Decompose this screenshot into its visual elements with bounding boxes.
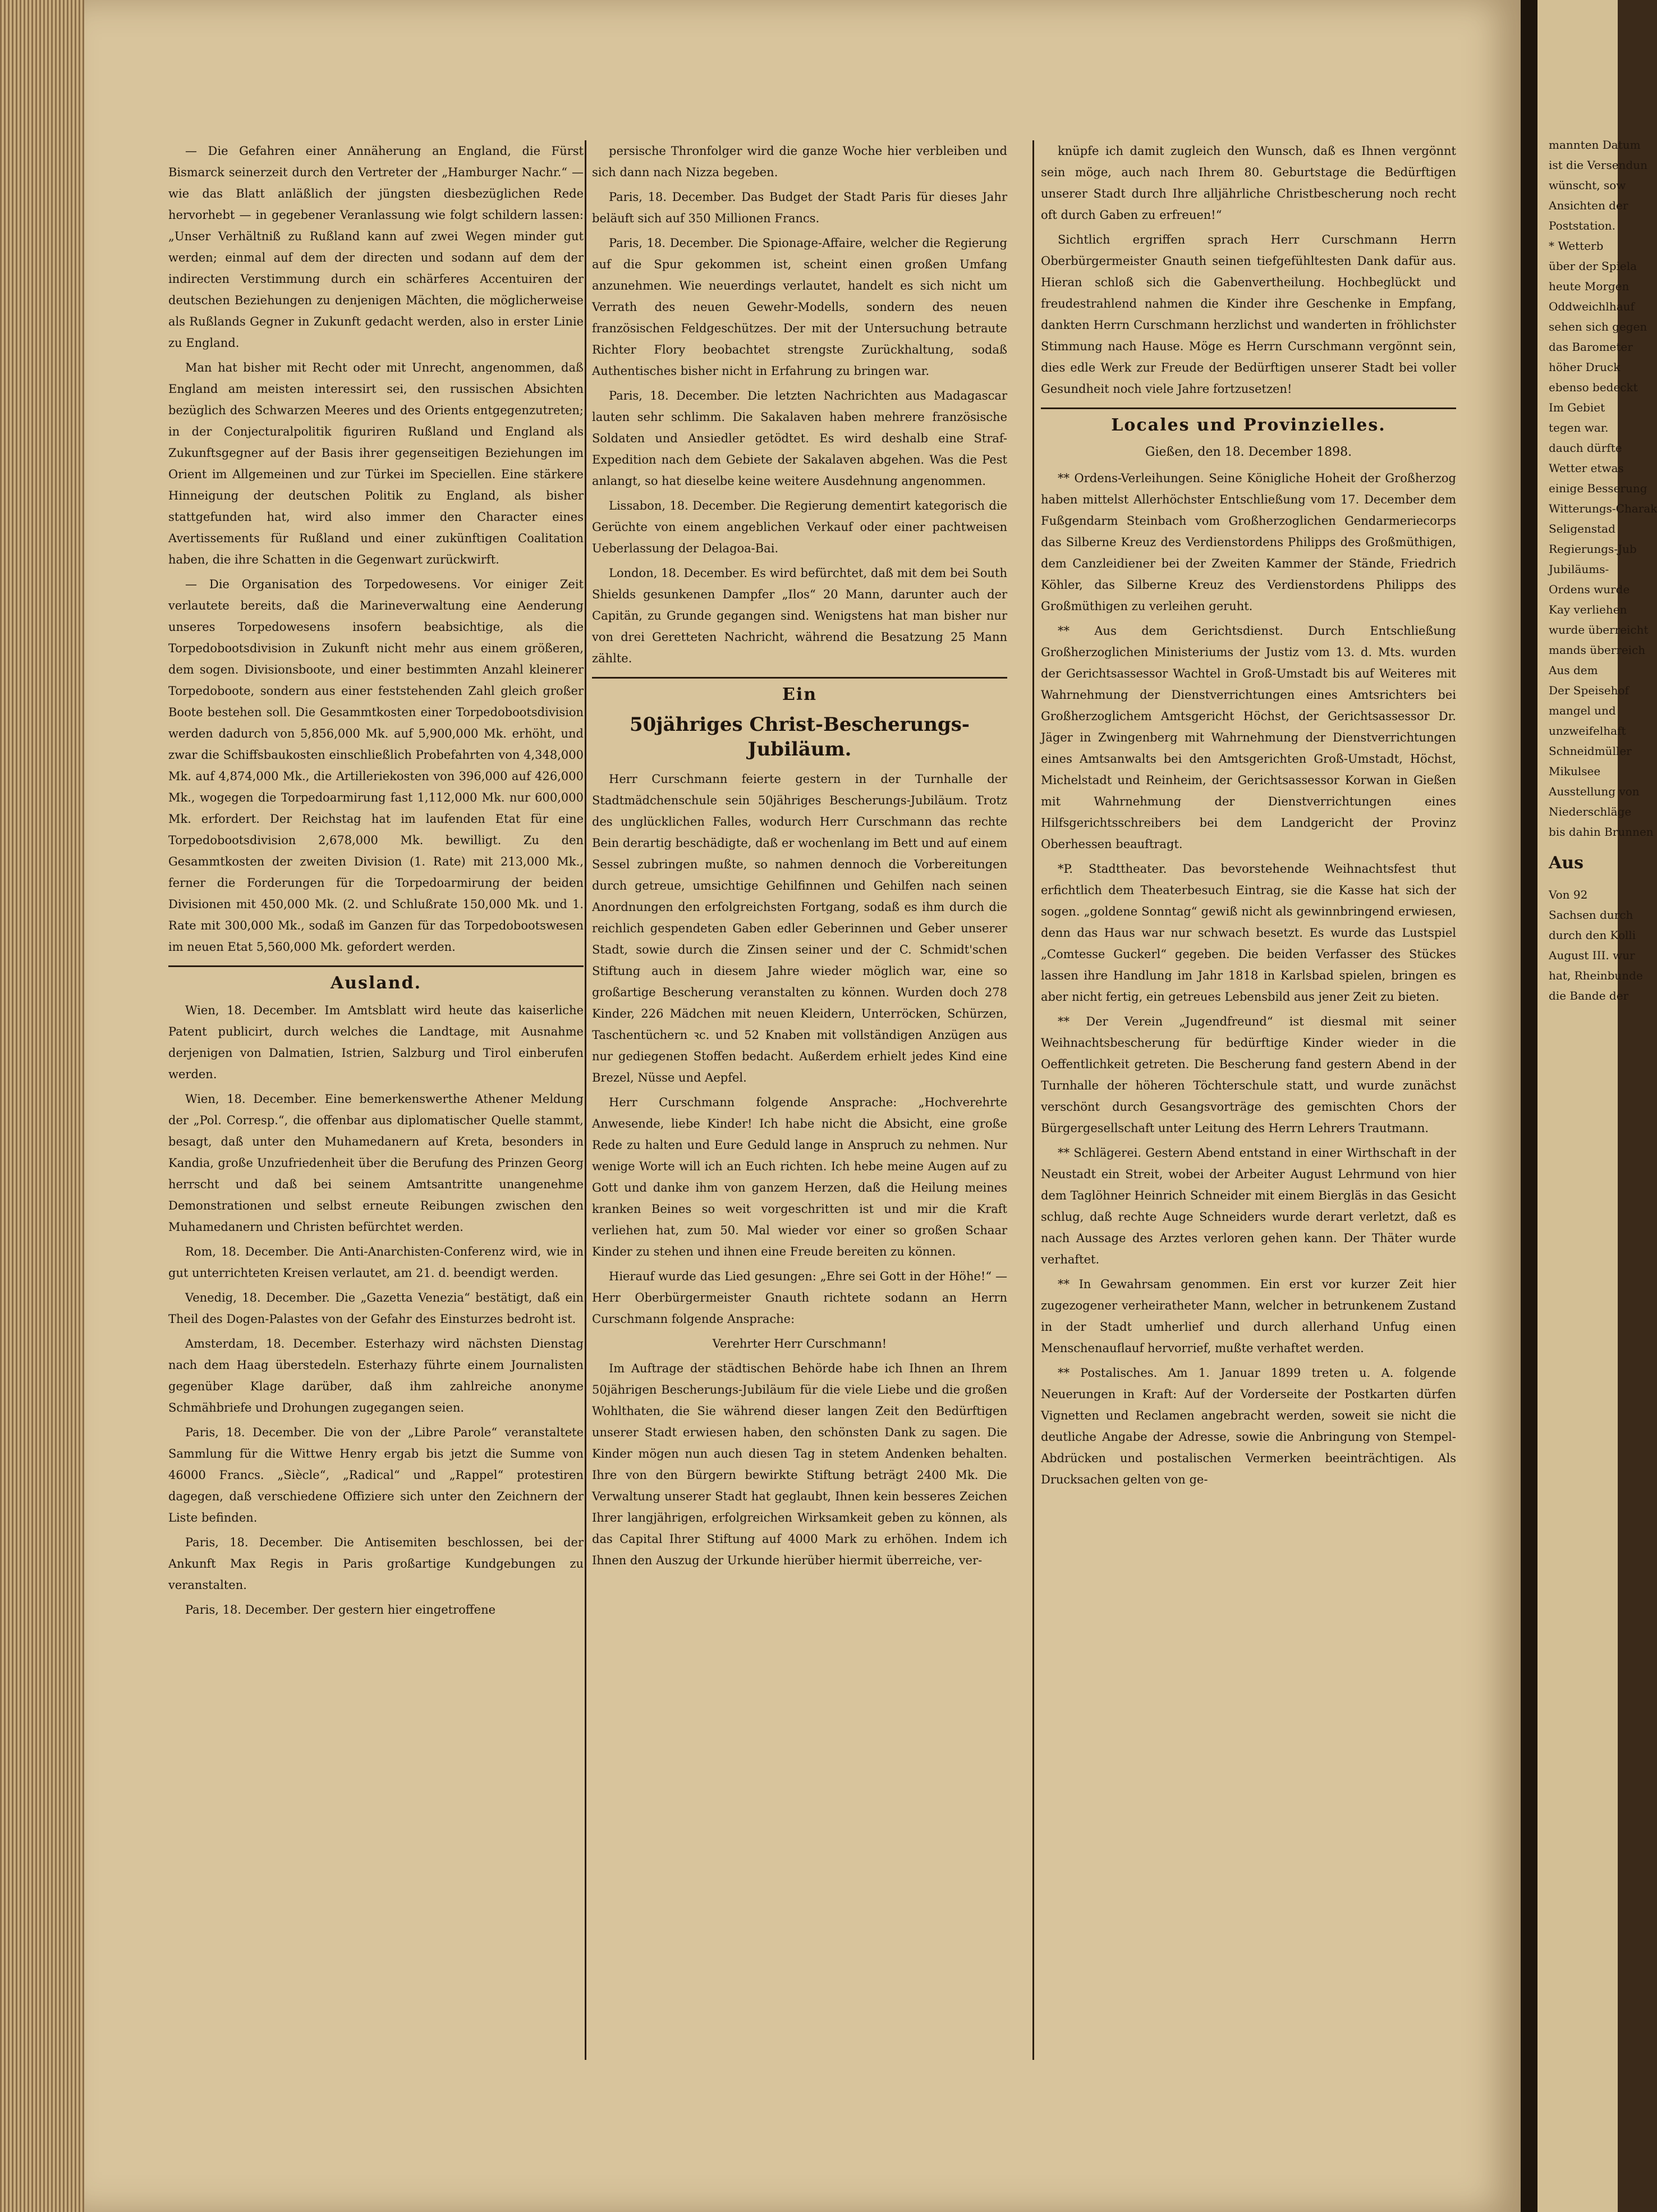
next-page-line: August III. wur	[1549, 949, 1635, 962]
next-page-text	[1537, 0, 1657, 1006]
next-page-line: Niederschläge	[1549, 805, 1632, 818]
news-item: Paris, 18. December. Die Spionage-Affaire, welcher die Regierung auf die Spur gekommen ist, scheint einen großen Umfang anzunehmen. Wie neuerdings verlautet, handelt es sich nicht um Verrath des neuen Gewehr-Modells, sondern des neuen französischen Feldgeschützes. Der mit der Untersuchung betraute Richter Flory beobachtet strengste Zurückhaltung, sodaß Authentisches bisher nicht in Erfahrung zu bringen war.	[592, 236, 1007, 378]
next-page-line: das Barometer	[1549, 340, 1633, 354]
next-page-line: ebenso bedeckt	[1549, 381, 1638, 394]
next-page-line: einige Besserung	[1549, 482, 1647, 495]
next-page-line: Regierungs-Jub	[1549, 542, 1637, 556]
news-item: ** In Gewahrsam genommen. Ein erst vor kurzer Zeit hier zugezogener verheiratheter Mann, welcher in betrunkenem Zustand in der Stadt umherlief und durch allerhand Unfug einen Menschenauflauf hervorrief, mußte verhaftet werden.	[1041, 1277, 1456, 1355]
news-item: ** Ordens-Verleihungen. Seine Königliche Hoheit der Großherzog haben mittelst Allerhöchster Entschließung vom 17. December dem Fußgendarm Steinbach vom Großherzoglichen Gendarmeriecorps das Silberne Kreuz des Verdienstordens Philipps des Großmüthigen, dem Canzleidiener bei der Zweiten Kammer der Stände, Friedrich Köhler, das Silberne Kreuz des Verdienstordens Philipps des Großmüthigen zu verleihen geruht.	[1041, 471, 1456, 613]
next-page-fragment	[1537, 0, 1657, 2212]
next-page-line: Mikulsee	[1549, 764, 1601, 778]
news-item: Lissabon, 18. December. Die Regierung dementirt kategorisch die Gerüchte von einem angeblichen Verkauf oder einer pachtweisen Ueberlassung der Delagoa-Bai.	[592, 499, 1007, 555]
section-head-locales: Locales und Provinzielles.	[1041, 407, 1456, 436]
article-paragraph: — Die Organisation des Torpedowesens. Vor einiger Zeit verlautete bereits, daß die Marineverwaltung eine Aenderung unseres Torpedowesens insofern beabsichtige, als die Torpedobootsdivision in Zukunft nicht mehr aus einem größeren, dem sogen. Divisionsboote, und einer bestimmten Anzahl kleinerer Torpedoboote, sondern aus einer feststehenden Zahl gleich großer Boote bestehen soll. Die Gesammtkosten einer Torpedobootsdivision werden dadurch von 5,856,000 Mk. auf 5,900,000 Mk. erhöht, und zwar die Schiffsbaukosten einschließlich Probefahrten von 4,348,000 Mk. auf 4,874,000 Mk., die Artilleriekosten von 396,000 auf 426,000 Mk., wogegen die Torpedoarmirung fast 1,112,000 Mk. nur 600,000 Mk. erfordert. Der Reichstag hat im laufenden Etat für eine Torpedobootsdivision 2,678,000 Mk. bewilligt. Zu den Gesammtkosten der zweiten Division (1. Rate) mit 213,000 Mk., ferner die Forderungen für die Torpedoarmirung der beiden Divisionen mit 450,000 Mk. (2. und Schlußrate 150,000 Mk. und 1. Rate mit 300,000 Mk., sodaß im Ganzen für das Torpedobootswesen im neuen Etat 5,560,000 Mk. gefordert werden.	[168, 578, 584, 954]
section-head-ausland: Ausland.	[168, 965, 584, 994]
next-page-line: Ansichten der	[1549, 199, 1628, 212]
next-page-line: bis dahin Brunnen	[1549, 825, 1654, 839]
next-page-line: Aus dem	[1549, 663, 1598, 677]
next-page-line: heute Morgen	[1549, 280, 1630, 293]
headline-ein: Ein	[592, 677, 1007, 706]
article-paragraph: Herr Curschmann folgende Ansprache: „Hochverehrte Anwesende, liebe Kinder! Ich habe nicht die Absicht, eine große Rede zu halten und Eure Geduld lange in Anspruch zu nehmen. Nur wenige Worte will ich an Euch richten. Ich hebe meine Augen auf zu Gott und danke ihm von ganzem Herzen, daß die Heilung meines kranken Beines so weit vorgeschritten ist und mir die Kraft verliehen hat, zum 50. Mal wieder vor einer so großen Schaar Kinder zu stehen und ihnen eine Freude bereiten zu können.	[592, 1096, 1007, 1258]
column-rule	[585, 140, 586, 2060]
next-page-line: Ausstellung von	[1549, 785, 1640, 798]
article-paragraph: Man hat bisher mit Recht oder mit Unrecht, angenommen, daß England am meisten interessirt sei, den russischen Absichten bezüglich des Schwarzen Meeres und des Orients entgegenzutreten; in der Conjecturalpolitik figuriren Rußland und England als Zukunftsgegner auf der Basis ihrer gegenseitigen Beziehungen im Orient im Allgemeinen und zur Türkei im Speciellen. Eine stärkere Hinneigung der deutschen Politik zu England, als bisher stattgefunden hat, wird also immer den Character eines Avertissements für Rußland und einer zukünftigen Coalitation haben, die ihre Schatten in die Gegenwart zurückwirft.	[168, 361, 584, 566]
column-1	[168, 140, 584, 2060]
next-page-line: Seligenstad	[1549, 522, 1615, 535]
next-page-line: höher Druck	[1549, 360, 1621, 374]
next-page-line: hat, Rheinbunde	[1549, 969, 1643, 982]
dateline: Gießen, den 18. December 1898.	[1145, 445, 1352, 459]
next-page-line: Von 92	[1549, 888, 1588, 901]
next-page-line: * Wetterb	[1549, 239, 1604, 253]
next-page-line: unzweifelhaft	[1549, 724, 1626, 738]
news-item: *P. Stadttheater. Das bevorstehende Weihnachtsfest thut erfichtlich dem Theaterbesuch Eintrag, sie die Kasse hat sich der sogen. „goldene Sonntag“ gewiß nicht als gewinnbringend erwiesen, denn das Haus war nur schwach besetzt. Es wurde das Lustspiel „Comtesse Guckerl“ gegeben. Die beiden Verfasser des Stückes lassen ihre Handlung im Jahr 1818 in Karlsbad spielen, bringen es aber nicht fertig, ein getreues Lebensbild aus jener Zeit zu bieten.	[1041, 862, 1456, 1004]
next-page-line: wurde überreicht	[1549, 623, 1649, 636]
next-page-line: tegen war.	[1549, 421, 1609, 434]
next-page-line: Sachsen durch	[1549, 908, 1633, 922]
news-item: Rom, 18. December. Die Anti-Anarchisten-Conferenz wird, wie in gut unterrichteten Kreisen verlautet, am 21. d. beendigt werden.	[168, 1245, 584, 1280]
next-page-lines-2	[1549, 885, 1643, 1006]
next-page-line: sehen sich gegen	[1549, 320, 1647, 333]
article-paragraph: knüpfe ich damit zugleich den Wunsch, daß es Ihnen vergönnt sein möge, auch nach Ihrem 80. Geburtstage die Bedürftigen unserer Stadt durch Ihre alljährliche Christbescherung noch recht oft durch Gaben zu erfreuen!“	[1041, 144, 1456, 222]
next-page-line: dauch dürfte	[1549, 441, 1622, 455]
news-item: Venedig, 18. December. Die „Gazetta Venezia“ bestätigt, daß ein Theil des Dogen-Palastes von der Gefahr des Einsturzes bedroht ist.	[168, 1291, 584, 1326]
salutation: Verehrter Herr Curschmann!	[712, 1337, 887, 1350]
news-item: Amsterdam, 18. December. Esterhazy wird nächsten Dienstag nach dem Haag überstedeln. Esterhazy führte einem Journalisten gegenüber Klage darüber, daß ihm zahlreiche anonyme Schmähbriefe und Drohungen zugegangen seien.	[168, 1337, 584, 1414]
news-item: Paris, 18. December. Der gestern hier eingetroffene	[185, 1603, 496, 1616]
news-item: Paris, 18. December. Die letzten Nachrichten aus Madagascar lauten sehr schlimm. Die Sakalaven haben mehrere französische Soldaten und Ansiedler getödtet. Es wird deshalb eine Straf-Expedition nach dem Gebiete der Sakalaven abgehen. Was die Pest anlangt, so hat dieselbe keine weitere Ausdehnung angenommen.	[592, 389, 1007, 488]
next-page-line: über der Spiela	[1549, 259, 1637, 273]
ausland-articles	[168, 1000, 584, 1620]
news-item: persische Thronfolger wird die ganze Woche hier verbleiben und sich dann nach Nizza begeben.	[592, 144, 1007, 179]
next-page-line: ist die Versendun	[1549, 158, 1647, 172]
next-page-line: Poststation.	[1549, 219, 1615, 232]
column-2	[592, 140, 1007, 2060]
next-page-line: Der Speisehof	[1549, 684, 1629, 697]
article-paragraph: Hierauf wurde das Lied gesungen: „Ehre sei Gott in der Höhe!“ — Herr Oberbürgermeister Gnauth richtete sodann an Herrn Curschmann folgende Ansprache:	[592, 1270, 1007, 1326]
next-page-line: Im Gebiet	[1549, 401, 1605, 414]
next-page-line: Jubiläums-	[1549, 562, 1609, 576]
headline-jubilaeum: 50jähriges Christ-Bescherungs-Jubiläum.	[629, 713, 970, 761]
next-page-line: durch den Kolli	[1549, 928, 1636, 942]
next-page-line: mangel und	[1549, 704, 1616, 717]
news-item: ** Schlägerei. Gestern Abend entstand in einer Wirthschaft in der Neustadt ein Streit, wobei der Arbeiter August Lehrmund von hier dem Taglöhner Heinrich Schneider mit einem Biergläs in das Gesicht schlug, daß rechte Auge Schneiders wurde derart verletzt, daß es nach Aussage des Arztes verloren gehen kann. Der Thäter wurde verhaftet.	[1041, 1146, 1456, 1266]
news-item: Wien, 18. December. Eine bemerkenswerthe Athener Meldung der „Pol. Corresp.“, die offenbar aus diplomatischer Quelle stammt, besagt, daß unter den Muhamedanern auf Kreta, besonders in Kandia, große Unzufriedenheit über die Berufung des Prinzen Georg herrscht und daß bei seinem Amtsantritte unangenehme Demonstrationen und selbst erneute Reibungen zwischen den Muhamedanern und Christen befürchtet werden.	[168, 1092, 584, 1234]
news-item: London, 18. December. Es wird befürchtet, daß mit dem bei South Shields gesunkenen Dampfer „Ilos“ 20 Mann, darunter auch der Capitän, zu Grunde gegangen sind. Wenigstens hat man bisher nur von drei Geretteten Nachricht, während die Besatzung 25 Mann zählte.	[592, 566, 1007, 665]
next-page-lines	[1549, 135, 1657, 842]
next-page-line: mands überreich	[1549, 643, 1646, 657]
news-item: ** Postalisches. Am 1. Januar 1899 treten u. A. folgende Neuerungen in Kraft: Auf der Vorderseite der Postkarten dürfen Vignetten und Reclamen angebracht werden, soweit sie nicht die deutliche Angabe der Adresse, sowie die Anbringung von Stempel-Abdrücken und postalischen Vermerken beeinträchtigen. Als Drucksachen gelten von ge-	[1041, 1366, 1456, 1486]
news-item: Paris, 18. December. Das Budget der Stadt Paris für dieses Jahr beläuft sich auf 350 Millionen Francs.	[592, 190, 1007, 225]
politics-articles	[168, 140, 584, 958]
next-page-line: die Bande der	[1549, 989, 1629, 1002]
next-page-line: Oddweichlhauf	[1549, 300, 1635, 313]
news-item: Paris, 18. December. Die Antisemiten beschlossen, bei der Ankunft Max Regis in Paris großartige Kundgebungen zu veranstalten.	[168, 1536, 584, 1592]
column-rule	[1032, 140, 1034, 2060]
article-paragraph: Herr Curschmann feierte gestern in der Turnhalle der Stadtmädchenschule sein 50jähriges Bescherungs-Jubiläum. Trotz des unglücklichen Falles, wodurch Herr Curschmann das rechte Bein derartig beschädigte, daß er wochenlang im Bett und auf einem Sessel zubringen mußte, so nahmen dennoch die Vorbereitungen durch getreue, umsichtige Gehilfinnen und Gehilfen nach seinen Anordnungen den erfolgreichsten Fortgang, sodaß es ihm durch die reichlich gespendeten Gaben edler Geberinnen und Geber unserer Stadt, sowie durch die Zinsen seiner und der C. Schmidt'schen Stiftung auch in diesem Jahre wieder möglich war, eine so großartige Bescherung veranstalten zu können. Wurden doch 278 Kinder, 226 Mädchen mit neuen Kleidern, Unterröcken, Schürzen, Taschentüchern ꝛc. und 52 Knaben mit vollständigen Anzügen aus nur gediegenen Stoffen bedacht. Außerdem erhielt jedes Kind eine Brezel, Nüsse und Aepfel.	[592, 772, 1007, 1084]
book-spine	[1521, 0, 1537, 2212]
column-3	[1041, 140, 1456, 2060]
news-item: Wien, 18. December. Im Amtsblatt wird heute das kaiserliche Patent publicirt, durch welches die Landtage, mit Ausnahme derjenigen von Dalmatien, Istrien, Salzburg und Tirol einberufen werden.	[168, 1004, 584, 1081]
article-paragraph: Sichtlich ergriffen sprach Herr Curschmann Herrn Oberbürgermeister Gnauth seinen tiefgefühltesten Dank dafür aus. Hieran schloß sich die Gabenvertheilung. Hochbeglückt und freudestrahlend nahmen die Kinder ihre Geschenke in Empfang, dankten Herrn Curschmann herzlichst und wanderten in fröhlichster Stimmung nach Hause. Möge es Herrn Curschmann vergönnt sein, dies edle Werk zur Freude der Bedürftigen unserer Stadt bei voller Gesundheit noch viele Jahre fortzusetzen!	[1041, 233, 1456, 396]
next-page-line: wünscht, sow	[1549, 178, 1626, 192]
next-page-head: Aus	[1549, 853, 1583, 873]
article-paragraph: — Die Gefahren einer Annäherung an England, die Fürst Bismarck seinerzeit durch den Vertreter der „Hamburger Nachr.“ — wie das Blatt anläßlich der jüngsten diesbezüglichen Rede hervorhebt — in gegebener Veranlassung wie folgt schildern lassen: „Unser Verhältniß zu Rußland kann auf zwei Wegen minder gut werden; einmal auf dem der directen und sodann auf dem der indirecten Verstimmung durch ein schärferes Accentuiren der deutschen Beziehungen zu denjenigen Mächten, die möglicherweise als Rußlands Gegner in Zukunft gedacht werden, also in erster Linie zu England.	[168, 144, 584, 350]
news-item: Paris, 18. December. Die von der „Libre Parole“ veranstaltete Sammlung für die Wittwe Henry ergab bis jetzt die Summe von 46000 Francs. „Siècle“, „Radical“ und „Rappel“ protestiren dagegen, daß verschiedene Offiziere sich unter den Zeichnern der Liste befinden.	[168, 1426, 584, 1524]
article-paragraph: Im Auftrage der städtischen Behörde habe ich Ihnen an Ihrem 50jährigen Bescherungs-Jubiläum für die viele Liebe und die großen Wohlthaten, die Sie während dieser langen Zeit den Bedürftigen unserer Stadt erwiesen haben, den schönsten Dank zu sagen. Die Kinder mögen nun auch diesen Tag in stetem Andenken behalten. Ihre von den Bürgern bewirkte Stiftung beträgt 2400 Mk. Die Verwaltung unserer Stadt hat geglaubt, Ihnen kein besseres Zeichen Ihrer langjährigen, erfolgreichen Wirksamkeit geben zu können, als das Capital Ihrer Stiftung auf 4000 Mark zu erhöhen. Indem ich Ihnen den Auszug der Urkunde hierüber hiermit überreiche, ver-	[592, 1362, 1007, 1567]
news-item: ** Der Verein „Jugendfreund“ ist diesmal mit seiner Weihnachtsbescherung für bedürftige Kinder wieder in die Oeffentlichkeit getreten. Die Bescherung fand gestern Abend in der Turnhalle der höheren Töchterschule statt, und wurde zunächst verschönt durch Gesangsvorträge des gemischten Chors der Bürgergesellschaft unter Leitung des Herrn Lehrers Trautmann.	[1041, 1015, 1456, 1135]
news-item: ** Aus dem Gerichtsdienst. Durch Entschließung Großherzoglichen Ministeriums der Justiz vom 13. d. Mts. wurden der Gerichtsassessor Wachtel in Groß-Umstadt bis auf Weiteres mit Wahrnehmung der Dienstverrichtungen eines Amtsrichters bei Großherzoglichem Amtsgericht Höchst, der Gerichtsassessor Dr. Jäger in Zwingenberg mit Wahrnehmung der Dienstverrichtungen eines Amtsanwalts bei den Amtsgerichten Groß-Umstadt, Höchst, Michelstadt und Reinheim, der Gerichtsassessor Korwan in Gießen mit Wahrnehmung der Dienstverrichtungen eines Hilfsgerichtsschreibers bei dem Landgericht der Provinz Oberhessen beauftragt.	[1041, 624, 1456, 851]
next-page-line: Witterungs-Charak	[1549, 502, 1657, 515]
next-page-line: Kay verliehen	[1549, 603, 1627, 616]
next-page-line: mannten Datum	[1549, 138, 1641, 152]
next-page-line: Ordens wurde	[1549, 583, 1630, 596]
next-page-line: Schneidmüller	[1549, 744, 1632, 758]
next-page-line: Wetter etwas	[1549, 461, 1624, 475]
book-page-edge	[0, 0, 84, 2212]
